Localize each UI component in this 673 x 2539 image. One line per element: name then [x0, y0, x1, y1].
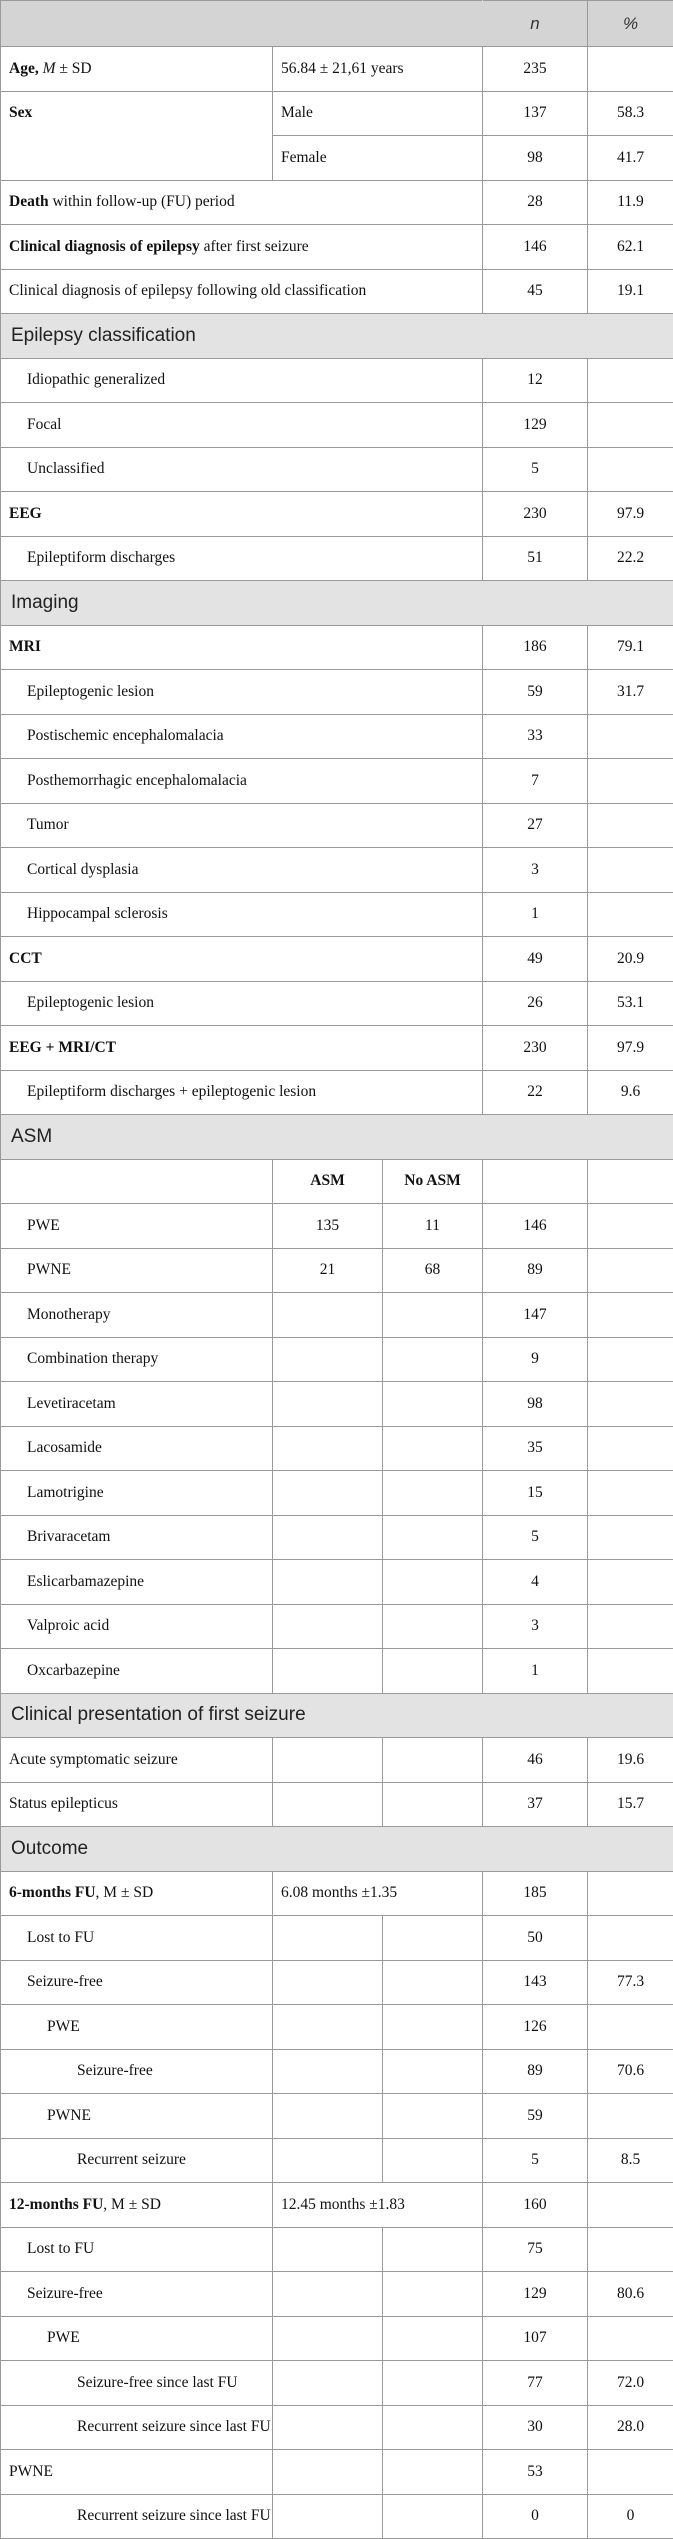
- cell-n: 28: [483, 180, 588, 225]
- table-row-eeg-mri: [1, 1026, 673, 1071]
- cell-n: 146: [483, 225, 588, 270]
- table-row: [1, 1916, 673, 1961]
- cell-n: 146: [483, 1204, 588, 1249]
- cell-pct: [588, 892, 673, 937]
- cell-pct: [588, 2227, 673, 2272]
- blank-cell: [383, 1471, 483, 1516]
- cell-pct: 28.0: [588, 2405, 673, 2450]
- cell-pct: [588, 358, 673, 403]
- row-label: PWNE: [1, 2094, 273, 2139]
- table-row: [1, 803, 673, 848]
- blank-cell: [273, 2005, 383, 2050]
- cell-pct: [588, 1560, 673, 1605]
- cell-pct: [588, 403, 673, 448]
- blank-cell: [273, 1426, 383, 1471]
- blank-cell: [383, 2005, 483, 2050]
- blank-cell: [273, 2227, 383, 2272]
- cell-n: 143: [483, 1960, 588, 2005]
- blank-cell: [273, 1604, 383, 1649]
- table-row-mri: [1, 625, 673, 670]
- row-label: CCT: [1, 937, 483, 982]
- cell-pct: [588, 1649, 673, 1694]
- blank-cell: [383, 1560, 483, 1605]
- section-title: Clinical presentation of first seizure: [1, 1693, 673, 1738]
- blank-cell: [273, 2450, 383, 2495]
- table-row: [1, 714, 673, 759]
- cell-n: 50: [483, 1916, 588, 1961]
- table-row-death: [1, 180, 673, 225]
- cell-pct: [588, 2316, 673, 2361]
- cell-n: 186: [483, 625, 588, 670]
- table-row: [1, 1782, 673, 1827]
- table-row-asm-header: [1, 1159, 673, 1204]
- cell-n: 3: [483, 1604, 588, 1649]
- table-row: [1, 1560, 673, 1605]
- blank-cell: [383, 1337, 483, 1382]
- fu6-value: 6.08 months ±1.35: [273, 1871, 483, 1916]
- cell-pct: 97.9: [588, 492, 673, 537]
- cell-pct: 80.6: [588, 2272, 673, 2317]
- row-label: 6-months FU, M ± SD: [1, 1871, 273, 1916]
- cell-n: 5: [483, 447, 588, 492]
- section-epilepsy-classification: [1, 314, 673, 359]
- table-row: [1, 1960, 673, 2005]
- blank-cell: [383, 2316, 483, 2361]
- section-outcome: [1, 1827, 673, 1872]
- cell-no-asm: 68: [383, 1248, 483, 1293]
- blank-cell: [383, 2049, 483, 2094]
- cell-n: 51: [483, 536, 588, 581]
- table-row-fu12: [1, 2183, 673, 2228]
- table-row: [1, 2272, 673, 2317]
- table-row: [1, 403, 673, 448]
- row-label: Seizure-free since last FU: [1, 2361, 273, 2406]
- table-row-pwe: [1, 1204, 673, 1249]
- row-label: Idiopathic generalized: [1, 358, 483, 403]
- cell-pct: 22.2: [588, 536, 673, 581]
- blank-cell: [383, 1382, 483, 1427]
- blank-cell: [383, 1738, 483, 1783]
- cell-n: 5: [483, 1515, 588, 1560]
- blank-cell: [273, 1293, 383, 1338]
- cell-pct: [588, 1471, 673, 1516]
- table-row: [1, 358, 673, 403]
- blank-cell: [273, 1960, 383, 2005]
- table-row: [1, 2405, 673, 2450]
- blank-cell: [273, 2049, 383, 2094]
- table-row: [1, 1293, 673, 1338]
- blank-cell: [273, 2138, 383, 2183]
- row-label: Hippocampal sclerosis: [1, 892, 483, 937]
- row-label: Seizure-free: [1, 2272, 273, 2317]
- cell-n: 45: [483, 269, 588, 314]
- table-row: [1, 981, 673, 1026]
- row-label: Unclassified: [1, 447, 483, 492]
- cell-n: 98: [483, 136, 588, 181]
- cell-n: 230: [483, 492, 588, 537]
- row-label: Lost to FU: [1, 1916, 273, 1961]
- cell-pct: [588, 759, 673, 804]
- cell-pct: [588, 447, 673, 492]
- table-row: [1, 2227, 673, 2272]
- table-row: [1, 1382, 673, 1427]
- cell-n: 75: [483, 2227, 588, 2272]
- cell-pct: 41.7: [588, 136, 673, 181]
- row-label: Death within follow-up (FU) period: [1, 180, 483, 225]
- row-label: PWNE: [1, 2450, 273, 2495]
- table-row-age: [1, 47, 673, 92]
- cell-pct: [588, 1871, 673, 1916]
- blank-cell: [383, 1426, 483, 1471]
- row-label: Valproic acid: [1, 1604, 273, 1649]
- row-label: Epileptogenic lesion: [1, 981, 483, 1026]
- table-row: [1, 2361, 673, 2406]
- cell-pct: 97.9: [588, 1026, 673, 1071]
- table-row: [1, 1515, 673, 1560]
- cell-n: 4: [483, 1560, 588, 1605]
- table-row: [1, 1738, 673, 1783]
- cell-pct: [588, 803, 673, 848]
- blank-cell: [273, 2316, 383, 2361]
- cell-n: 59: [483, 670, 588, 715]
- cell-n: 9: [483, 1337, 588, 1382]
- row-label: Brivaracetam: [1, 1515, 273, 1560]
- male-label: Male: [273, 91, 483, 136]
- cell-n: 22: [483, 1070, 588, 1115]
- header-blank: [1, 1, 483, 47]
- cell-asm: 135: [273, 1204, 383, 1249]
- table-row: [1, 2094, 673, 2139]
- blank-cell: [383, 2227, 483, 2272]
- blank-cell: [383, 1604, 483, 1649]
- row-label: PWE: [1, 2005, 273, 2050]
- blank-cell: [273, 1782, 383, 1827]
- cell-pct: [588, 1604, 673, 1649]
- row-label: Acute symptomatic seizure: [1, 1738, 273, 1783]
- blank-cell: [273, 2405, 383, 2450]
- cell-n: 5: [483, 2138, 588, 2183]
- blank-cell: [273, 1382, 383, 1427]
- cell-n: 37: [483, 1782, 588, 1827]
- blank-cell: [383, 1782, 483, 1827]
- row-label: Oxcarbazepine: [1, 1649, 273, 1694]
- cell-pct: 8.5: [588, 2138, 673, 2183]
- row-label: Clinical diagnosis of epilepsy following old classification: [1, 269, 483, 314]
- cell-n: 46: [483, 1738, 588, 1783]
- table-row: [1, 892, 673, 937]
- row-label: Lacosamide: [1, 1426, 273, 1471]
- cell-n: 1: [483, 1649, 588, 1694]
- row-label: Epileptogenic lesion: [1, 670, 483, 715]
- table-row: [1, 2138, 673, 2183]
- table-row: [1, 1471, 673, 1516]
- blank-cell: [273, 2361, 383, 2406]
- section-title: Imaging: [1, 581, 673, 626]
- table-row: [1, 1604, 673, 1649]
- sex-label: Sex: [1, 91, 273, 180]
- table-row: [1, 1070, 673, 1115]
- header-percent: %: [588, 1, 673, 47]
- cell-n: 27: [483, 803, 588, 848]
- row-label: Focal: [1, 403, 483, 448]
- cell-pct: [588, 1382, 673, 1427]
- row-label: Recurrent seizure: [1, 2138, 273, 2183]
- table-header-row: [1, 1, 673, 47]
- cell-n: 30: [483, 2405, 588, 2450]
- cell-n: 35: [483, 1426, 588, 1471]
- row-label: EEG: [1, 492, 483, 537]
- table-row: [1, 848, 673, 893]
- table-row-eeg: [1, 492, 673, 537]
- row-label: Monotherapy: [1, 1293, 273, 1338]
- fu12-value: 12.45 months ±1.83: [273, 2183, 483, 2228]
- blank-cell: [383, 2272, 483, 2317]
- row-label: Lamotrigine: [1, 1471, 273, 1516]
- table-row: [1, 447, 673, 492]
- table-row: [1, 1337, 673, 1382]
- table-row-cct: [1, 937, 673, 982]
- cell-n: 98: [483, 1382, 588, 1427]
- cell-n: 53: [483, 2450, 588, 2495]
- row-label: Seizure-free: [1, 1960, 273, 2005]
- cell-n: 235: [483, 47, 588, 92]
- section-title: ASM: [1, 1115, 673, 1160]
- table-row: [1, 2005, 673, 2050]
- row-label: Eslicarbamazepine: [1, 1560, 273, 1605]
- row-label: PWNE: [1, 1248, 273, 1293]
- cell-n: 59: [483, 2094, 588, 2139]
- row-label: Lost to FU: [1, 2227, 273, 2272]
- table-row: [1, 759, 673, 804]
- table-row-sex-male: [1, 91, 673, 136]
- section-clinical-presentation: [1, 1693, 673, 1738]
- cell-pct: 31.7: [588, 670, 673, 715]
- section-imaging: [1, 581, 673, 626]
- row-label: Clinical diagnosis of epilepsy after first seizure: [1, 225, 483, 270]
- blank-cell: [273, 1738, 383, 1783]
- blank-cell: [383, 1515, 483, 1560]
- cell-pct: 0: [588, 2494, 673, 2539]
- row-label: Postischemic encephalomalacia: [1, 714, 483, 759]
- cell-pct: 19.1: [588, 269, 673, 314]
- cell-pct: [588, 714, 673, 759]
- blank-cell: [273, 1649, 383, 1694]
- row-label: Age, M ± SD: [1, 47, 273, 92]
- cell-pct: 19.6: [588, 1738, 673, 1783]
- table-row: [1, 1649, 673, 1694]
- row-label: Combination therapy: [1, 1337, 273, 1382]
- table-row: [1, 1426, 673, 1471]
- female-label: Female: [273, 136, 483, 181]
- cell-pct: 72.0: [588, 2361, 673, 2406]
- table-row: [1, 2450, 673, 2495]
- cell-pct: [588, 2005, 673, 2050]
- cell-pct: 20.9: [588, 937, 673, 982]
- blank-cell: [383, 1916, 483, 1961]
- cell-pct: [588, 848, 673, 893]
- table-row-clinical-diagnosis-old: [1, 269, 673, 314]
- row-label: PWE: [1, 2316, 273, 2361]
- blank-cell: [383, 2405, 483, 2450]
- blank-cell: [1, 1159, 273, 1204]
- cell-pct: 58.3: [588, 91, 673, 136]
- cell-n: 1: [483, 892, 588, 937]
- blank-cell: [383, 2138, 483, 2183]
- cell-n: 49: [483, 937, 588, 982]
- cell-n: 3: [483, 848, 588, 893]
- cell-pct: 79.1: [588, 625, 673, 670]
- cell-n: 15: [483, 1471, 588, 1516]
- cell-n: 147: [483, 1293, 588, 1338]
- blank-cell: [383, 1649, 483, 1694]
- cell-n: 89: [483, 2049, 588, 2094]
- cell-pct: [588, 2450, 673, 2495]
- cell-n: 126: [483, 2005, 588, 2050]
- blank-cell: [273, 1916, 383, 1961]
- cell-n: 137: [483, 91, 588, 136]
- cell-pct: [588, 1248, 673, 1293]
- cell-n: 7: [483, 759, 588, 804]
- blank-cell: [273, 1560, 383, 1605]
- row-label: Recurrent seizure since last FU: [1, 2494, 273, 2539]
- row-label: Posthemorrhagic encephalomalacia: [1, 759, 483, 804]
- blank-cell: [383, 2450, 483, 2495]
- cell-n: 77: [483, 2361, 588, 2406]
- row-label: Status epilepticus: [1, 1782, 273, 1827]
- cell-asm: 21: [273, 1248, 383, 1293]
- cell-n: 160: [483, 2183, 588, 2228]
- table-row: [1, 536, 673, 581]
- blank-cell: [273, 2272, 383, 2317]
- row-label: Epileptiform discharges: [1, 536, 483, 581]
- cell-pct: [588, 1204, 673, 1249]
- asm-col-header: ASM: [273, 1159, 383, 1204]
- row-label: Epileptiform discharges + epileptogenic lesion: [1, 1070, 483, 1115]
- row-label: 12-months FU, M ± SD: [1, 2183, 273, 2228]
- row-label: Seizure-free: [1, 2049, 273, 2094]
- cell-n: 12: [483, 358, 588, 403]
- cell-no-asm: 11: [383, 1204, 483, 1249]
- table-row: [1, 2316, 673, 2361]
- row-label: MRI: [1, 625, 483, 670]
- table-row: [1, 670, 673, 715]
- cell-pct: [588, 1515, 673, 1560]
- cell-pct: 62.1: [588, 225, 673, 270]
- blank-cell: [588, 1159, 673, 1204]
- blank-cell: [383, 2361, 483, 2406]
- cell-pct: 11.9: [588, 180, 673, 225]
- cell-pct: [588, 47, 673, 92]
- cell-pct: [588, 1293, 673, 1338]
- cell-pct: 53.1: [588, 981, 673, 1026]
- table-row-clinical-diagnosis: [1, 225, 673, 270]
- cell-pct: 77.3: [588, 1960, 673, 2005]
- cell-pct: [588, 1337, 673, 1382]
- section-title: Epilepsy classification: [1, 314, 673, 359]
- cell-pct: [588, 2183, 673, 2228]
- table-row-fu6: [1, 1871, 673, 1916]
- table-row: [1, 2049, 673, 2094]
- table-row-pwne: [1, 1248, 673, 1293]
- row-label: Cortical dysplasia: [1, 848, 483, 893]
- row-label: Levetiracetam: [1, 1382, 273, 1427]
- row-label: EEG + MRI/CT: [1, 1026, 483, 1071]
- section-asm: [1, 1115, 673, 1160]
- header-n: n: [483, 1, 588, 47]
- age-value: 56.84 ± 21,61 years: [273, 47, 483, 92]
- cell-n: 0: [483, 2494, 588, 2539]
- cell-n: 33: [483, 714, 588, 759]
- cell-pct: 70.6: [588, 2049, 673, 2094]
- cell-n: 185: [483, 1871, 588, 1916]
- no-asm-col-header: No ASM: [383, 1159, 483, 1204]
- blank-cell: [383, 1293, 483, 1338]
- blank-cell: [383, 2094, 483, 2139]
- cell-n: 230: [483, 1026, 588, 1071]
- section-title: Outcome: [1, 1827, 673, 1872]
- blank-cell: [273, 2094, 383, 2139]
- cell-pct: [588, 1916, 673, 1961]
- blank-cell: [273, 1515, 383, 1560]
- blank-cell: [273, 1471, 383, 1516]
- cell-n: 129: [483, 403, 588, 448]
- cell-pct: [588, 1426, 673, 1471]
- row-label: Tumor: [1, 803, 483, 848]
- blank-cell: [483, 1159, 588, 1204]
- blank-cell: [273, 1337, 383, 1382]
- row-label: Recurrent seizure since last FU: [1, 2405, 273, 2450]
- cell-pct: [588, 2094, 673, 2139]
- row-label: PWE: [1, 1204, 273, 1249]
- cell-pct: 9.6: [588, 1070, 673, 1115]
- cell-pct: 15.7: [588, 1782, 673, 1827]
- cell-n: 129: [483, 2272, 588, 2317]
- blank-cell: [383, 1960, 483, 2005]
- cell-n: 26: [483, 981, 588, 1026]
- cell-n: 107: [483, 2316, 588, 2361]
- cell-n: 89: [483, 1248, 588, 1293]
